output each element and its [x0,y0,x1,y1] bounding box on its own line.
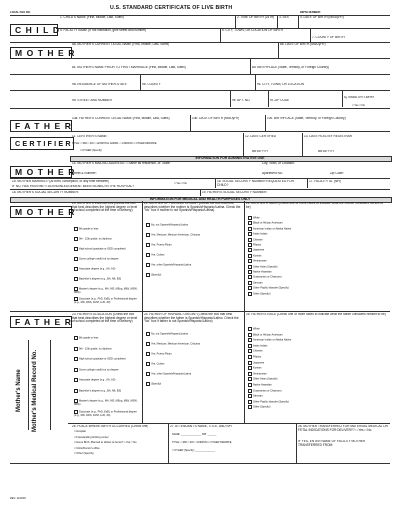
option-item[interactable] [248,349,388,353]
checkbox-icon[interactable] [74,336,78,340]
checkbox-icon[interactable] [146,253,150,257]
document-title: U.S. STANDARD CERTIFICATE OF LIVE BIRTH [110,5,233,11]
option-item[interactable] [248,400,388,404]
option-label: Master's degree (e.g., MA, MS, MEng, MEd, MSW, MBA) [74,287,138,294]
option-label: Other Asian (Specify) [253,378,278,382]
option-item[interactable] [248,216,388,220]
checkbox-icon[interactable] [248,227,252,231]
checkbox-icon[interactable] [248,389,252,393]
option-label: White [253,327,260,331]
option-label: No, not Spanish/Hispanic/Latina [151,332,188,336]
option-item[interactable] [248,259,388,263]
checkbox-icon[interactable] [74,277,78,281]
checkbox-icon[interactable] [74,267,78,271]
tab-mother-admin: MOTHER [10,166,72,178]
option-item[interactable] [146,352,242,356]
option-label: Black or African American [253,222,283,226]
tab-certifier: CERTIFIER [10,137,74,150]
option-item[interactable] [74,389,140,393]
field-28-label: 28. MOTHER TRANSFERRED FOR MATERNAL MEDICAL OR FETAL INDICATIONS FOR DELIVERY? □ Yes □ No [298,425,388,432]
field-10a-label: 10a. FATHER'S CURRENT LEGAL NAME (First, Middle, Last, Suffix) [72,117,170,120]
checkbox-icon[interactable] [248,248,252,252]
checkbox-icon[interactable] [248,355,252,359]
option-item[interactable] [248,221,388,225]
option-item[interactable] [248,338,388,342]
option-label: Yes, Cuban [151,253,165,257]
checkbox-icon[interactable] [248,292,252,296]
checkbox-icon[interactable] [146,263,150,267]
option-label: □ Freestanding birthing center [74,435,109,439]
option-label: Some college credit but no degree [79,368,119,372]
option-item[interactable] [172,433,294,436]
field-15b-label: IF NO, HAS PATERNITY ACKNOWLEDGEMENT BEEN SIGNED IN THE HOSPITAL? [12,185,135,188]
field-15-yes-no[interactable]: □ Yes □ No [174,182,187,185]
option-label: American Indian or Alaska Native [253,338,292,342]
checkbox-icon[interactable] [248,221,252,225]
checkbox-icon[interactable] [248,349,252,353]
option-label: Chinese [253,238,263,242]
field-28b-label: IF YES, ENTER NAME OF FACILITY MOTHER TRANSFERRED FROM: [298,440,366,447]
option-label: Yes, Mexican, Mexican American, Chicana [151,342,200,346]
field-8d-label: 8d. BIRTHPLACE (State, Territory, or Foreign Country) [252,66,330,69]
option-item[interactable] [248,281,388,285]
option-item[interactable] [74,452,166,455]
field-22-label: 22. MOTHER'S RACE (Check one or more races to indicate what the mother considers herself to be) [246,202,384,209]
option-item[interactable] [248,292,388,296]
option-label: 9th - 12th grade, no diploma [79,237,112,241]
option-label: □ Other (Specify) [74,452,94,455]
field-21-label: 21. MOTHER OF HISPANIC ORIGIN? (Check the box that best describes whether the mother is Spanish/Hispanic/Latina. Check the "No" box if mother is not Spanish/Hispanic/Latina) [144,202,241,213]
option-label: White [253,216,260,220]
checkbox-icon[interactable] [146,243,150,247]
checkbox-icon[interactable] [248,243,252,247]
field-4-label: 4. DATE OF BIRTH (Mo/Dy/Yr) [300,16,344,19]
checkbox-icon[interactable] [248,338,252,342]
field-12-label: 12. DATE CERTIFIED [245,135,277,138]
option-label: Other Pacific Islander (Specify) [253,400,289,404]
option-item[interactable] [248,270,388,274]
option-label: Bachelor's degree (e.g., BA, AB, BS) [79,277,122,281]
option-item[interactable] [146,243,242,247]
tab-mother-health: MOTHER [10,206,72,218]
option-label: Korean [253,366,262,370]
option-item[interactable] [248,243,388,247]
field-15-label: 15. MOTHER MARRIED? (At birth, conception, or any time between) [12,180,110,183]
field-23-label: 23. FATHER'S EDUCATION (Check the box that best describes the highest degree or level of school completed at the time of delivery) [72,313,138,324]
option-label: Some college credit but no degree [79,257,119,261]
option-item[interactable] [146,273,242,277]
option-item[interactable] [146,372,242,376]
field-27-label: 27. ATTENDANT'S NAME, TITLE, AND NPI [170,425,232,428]
option-item[interactable] [74,441,166,444]
option-label: Japanese [253,249,265,253]
medical-record-side-label: Mother's Medical Record No. [32,349,38,432]
option-label: Other Pacific Islander (Specify) [253,286,289,290]
checkbox-icon[interactable] [248,383,252,387]
option-label: 8th grade or less [79,227,99,231]
option-label: Native Hawaiian [253,270,272,274]
field-9g-label: 9g. INSIDE CITY LIMITS? [344,96,375,99]
checkbox-icon[interactable] [248,400,252,404]
option-item[interactable] [248,389,388,393]
checkbox-icon[interactable] [74,257,78,261]
checkbox-icon[interactable] [248,254,252,258]
option-label: (Specify) [151,382,162,386]
option-label: Bachelor's degree (e.g., BA, AB, BS) [79,389,122,393]
checkbox-icon[interactable] [74,389,78,393]
certifier-other-option[interactable]: □ OTHER (Specify) [80,149,103,152]
option-label: □ Clinic/Doctor's office [74,446,100,450]
option-label: Associate degree (e.g., AA, AS) [79,267,116,271]
option-label: Yes, Puerto Rican [151,352,172,356]
option-label: Yes, other Spanish/Hispanic/Latina [151,263,192,267]
field-7-label: 7. COUNTY OF BIRTH [312,36,345,39]
option-label: 9th - 12th grade, no diploma [79,347,112,351]
field-9e-label: 9e. APT. NO. [232,99,251,102]
field-2-label: 2. TIME OF BIRTH (24 hr) [237,16,275,19]
checkbox-icon[interactable] [248,394,252,398]
option-item[interactable] [248,333,388,337]
option-label: Other (Specify) [253,292,271,296]
field-9c-label: 9c. CITY, TOWN, OR LOCATION [257,83,304,86]
option-item[interactable] [74,336,140,340]
checkbox-icon[interactable] [146,372,150,376]
option-label: Vietnamese [253,259,267,263]
checkbox-icon[interactable] [248,333,252,337]
option-item[interactable] [248,265,388,269]
checkbox-icon[interactable] [248,372,252,376]
option-item[interactable] [248,286,388,290]
option-label: High school graduate or GED completed [79,247,126,251]
field-14-city: City, Town, or Location: [262,162,295,165]
option-label: NAME: ______________ NPI: ______ [172,433,217,436]
checkbox-icon[interactable] [248,286,252,290]
option-label: Doctorate (e.g., PhD, EdD) or Professional degree (e.g., MD, DDS, DVM, LLB, JD) [74,297,137,304]
option-item[interactable] [74,237,140,241]
option-item[interactable] [248,254,388,258]
checkbox-icon[interactable] [74,378,78,382]
option-item[interactable] [146,332,242,336]
option-item[interactable] [146,263,242,267]
field-9b-label: 9b. COUNTY [142,83,161,86]
option-item[interactable] [172,441,294,444]
option-item[interactable] [172,449,294,452]
checkbox-icon[interactable] [248,377,252,381]
option-label: □ Home Birth: Planned to deliver at home? □ Yes □ No [74,441,137,444]
field-13-format: MM DD YYYY [318,150,335,153]
field-9a-label: 9a. RESIDENCE OF MOTHER-STATE [72,83,127,86]
option-item[interactable] [74,267,140,271]
option-item[interactable] [248,238,388,242]
checkbox-icon[interactable] [248,281,252,285]
option-label: Japanese [253,361,265,365]
option-label: Yes, Puerto Rican [151,243,172,247]
option-item[interactable] [74,247,140,251]
field-10b-label: 10b. DATE OF BIRTH (Mo/Dy/Yr) [192,117,240,120]
birth-number-label: BIRTH NUMBER: [300,11,321,14]
checkbox-icon[interactable] [248,275,252,279]
certifier-title-options[interactable]: TITLE: □ MD □ DO □ HOSPITAL ADMIN. □ CNM/CM □ OTHER MIDWIFE [72,142,157,145]
checkbox-icon[interactable] [74,368,78,372]
option-label: American Indian or Alaska Native [253,227,292,231]
option-label: Other (Specify) [253,406,271,410]
option-item[interactable] [248,377,388,381]
option-item[interactable] [74,410,140,417]
medical-use-banner: INFORMATION FOR MEDICAL AND HEALTH PURPOSES ONLY [149,197,251,201]
admin-use-banner: INFORMATION FOR ADMINISTRATIVE USE [195,156,265,160]
option-item[interactable] [146,362,242,366]
option-label: Other Asian (Specify) [253,265,278,269]
checkbox-icon[interactable] [248,270,252,274]
option-label: Doctorate (e.g., PhD, EdD) or Professional degree (e.g., MD, DDS, DVM, LLB, JD) [74,410,137,417]
checkbox-icon[interactable] [146,362,150,366]
checkbox-icon[interactable] [146,233,150,237]
option-label: Samoan [253,394,263,398]
tab-child: CHILD [10,24,58,36]
field-3-label: 3. SEX [279,16,289,19]
checkbox-icon[interactable] [74,227,78,231]
option-item[interactable] [74,368,140,372]
revision-label: REV. 11/2003 [10,497,26,500]
option-label: TITLE: □ MD □ DO □ CNM/CM □ OTHER MIDWIFE [172,441,232,444]
option-item[interactable] [74,227,140,231]
option-label: (Specify) [151,273,162,277]
option-item[interactable] [146,223,242,227]
option-label: Vietnamese [253,372,267,376]
option-label: Samoan [253,281,263,285]
option-item[interactable] [74,399,140,406]
field-11-label: 11. CERTIFIER'S NAME: [72,135,108,138]
option-label: Chinese [253,350,263,354]
option-item[interactable] [248,227,388,231]
field-1-label: 1. CHILD'S NAME (First, Middle, Last, Suffix) [60,16,124,19]
option-item[interactable] [74,378,140,382]
option-label: □ Hospital [74,430,86,433]
option-item[interactable] [248,355,388,359]
option-item[interactable] [248,248,388,252]
checkbox-icon[interactable] [248,259,252,263]
option-label: Native Hawaiian [253,383,272,387]
option-label: Filipino [253,243,262,247]
field-9d-label: 9d. STREET AND NUMBER [72,99,112,102]
option-item[interactable] [248,405,388,409]
option-item[interactable] [146,342,242,346]
field-24-label: 24. FATHER OF HISPANIC ORIGIN? (Check the box that best describes whether the father is Spanish/Hispanic/Latino. Check the "No" box if father is not Spanish/Hispanic/Latino) [144,313,239,324]
option-label: Filipino [253,355,262,359]
option-label: Associate degree (e.g., AA, AS) [79,378,116,382]
checkbox-icon[interactable] [146,332,150,336]
field-9g-yes-no[interactable]: □ Yes □ No [352,104,365,107]
checkbox-icon[interactable] [248,344,252,348]
field-25-label: 25. FATHER'S RACE (Check one or more races to indicate what the father considers himself to be) [246,313,386,316]
tab-father-health: FATHER [10,316,72,328]
tab-father: FATHER [10,120,72,132]
option-item[interactable] [74,357,140,361]
option-item[interactable] [248,275,388,279]
field-13-label: 13. DATE FILED BY REGISTRAR [304,135,353,138]
checkbox-icon[interactable] [146,352,150,356]
option-item[interactable] [146,382,242,386]
option-item[interactable] [146,233,242,237]
field-26-label: 26. PLACE WHERE BIRTH OCCURRED (Check one) [72,425,149,428]
checkbox-icon[interactable] [248,238,252,242]
checkbox-icon[interactable] [74,237,78,241]
field-8b-label: 8b. DATE OF BIRTH (Mo/Dy/Yr) [280,43,326,46]
option-item[interactable] [248,344,388,348]
option-label: High school graduate or GED completed [79,357,126,361]
option-item[interactable] [74,430,166,433]
checkbox-icon[interactable] [74,347,78,351]
option-item[interactable] [248,232,388,236]
option-label: Black or African American [253,333,283,337]
field-10c-label: 10c. BIRTHPLACE (State, Territory, or Foreign Country) [267,117,346,120]
mothers-name-side-label: Mother's Name [16,369,22,412]
option-label: Yes, other Spanish/Hispanic/Latina [151,372,192,376]
option-label: Master's degree (e.g., MA, MS, MEng, MEd, MSW, MBA) [74,399,138,406]
option-label: 8th grade or less [79,336,99,340]
checkbox-icon[interactable] [74,357,78,361]
checkbox-icon[interactable] [74,247,78,251]
option-label: Yes, Mexican, Mexican American, Chicana [151,233,200,237]
option-item[interactable] [248,383,388,387]
option-label: Guamanian or Chamorro [253,276,282,280]
checkbox-icon[interactable] [248,327,252,331]
option-item[interactable] [248,366,388,370]
checkbox-icon[interactable] [248,405,252,409]
option-label: Guamanian or Chamorro [253,389,282,393]
field-14-label: 14. MOTHER'S MAILING ADDRESS: □ Same as residence, or: State: [72,162,171,165]
field-12-format: MM DD YYYY [252,150,269,153]
option-item[interactable] [74,297,140,304]
local-file-no-label: LOCAL FILE NO. [10,11,31,14]
option-item[interactable] [74,347,140,351]
field-18-label: 18. MOTHER'S SOCIAL SECURITY NUMBER: [12,191,79,194]
field-17-label: 17. FACILITY ID. (NPI) [309,180,342,183]
field-14-street: Street & Number: [72,172,97,175]
option-label: Asian Indian [253,232,268,236]
field-19-label: 19. FATHER'S SOCIAL SECURITY NUMBER: [202,191,268,194]
checkbox-icon[interactable] [248,232,252,236]
checkbox-icon[interactable] [146,273,150,277]
option-item[interactable] [248,361,388,365]
option-label: No, not Spanish/Hispanic/Latina [151,223,188,227]
checkbox-icon[interactable] [146,223,150,227]
option-label: Yes, Cuban [151,362,165,366]
field-20-label: 20. MOTHER'S EDUCATION (Check the box that best describes the highest degree or level of school completed at the time of delivery) [72,202,138,213]
option-label: Asian Indian [253,344,268,348]
option-label: Korean [253,254,262,258]
checkbox-icon[interactable] [248,361,252,365]
field-8c-label: 8c. MOTHER'S NAME PRIOR TO FIRST MARRIAGE (First, Middle, Last, Suffix) [72,66,186,69]
checkbox-icon[interactable] [146,342,150,346]
field-9f-label: 9f. ZIP CODE [270,99,290,102]
field-8a-label: 8a. MOTHER'S CURRENT LEGAL NAME (First, Middle, Last, Suffix) [72,43,170,46]
field-14-zip: Zip Code: [330,172,344,175]
option-item[interactable] [74,447,166,450]
option-item[interactable] [248,327,388,331]
option-item[interactable] [146,253,242,257]
field-14-apt: Apartment No.: [262,172,284,175]
option-item[interactable] [74,436,166,439]
option-item[interactable] [74,277,140,281]
field-16-label: 16. SOCIAL SECURITY NUMBER REQUESTED FOR CHILD? [217,180,294,187]
checkbox-icon[interactable] [248,216,252,220]
option-item[interactable] [248,372,388,376]
checkbox-icon[interactable] [248,366,252,370]
option-item[interactable] [74,257,140,261]
field-6-label: 6. CITY, TOWN, OR LOCATION OF BIRTH [222,29,283,32]
option-item[interactable] [248,394,388,398]
tab-mother: MOTHER [10,47,72,59]
field-5-label: 5. FACILITY NAME (If not institution, give street and number) [60,29,147,32]
checkbox-icon[interactable] [248,265,252,269]
checkbox-icon[interactable] [146,382,150,386]
option-item[interactable] [74,287,140,294]
option-label: □ OTHER (Specify) ______________ [172,449,216,452]
